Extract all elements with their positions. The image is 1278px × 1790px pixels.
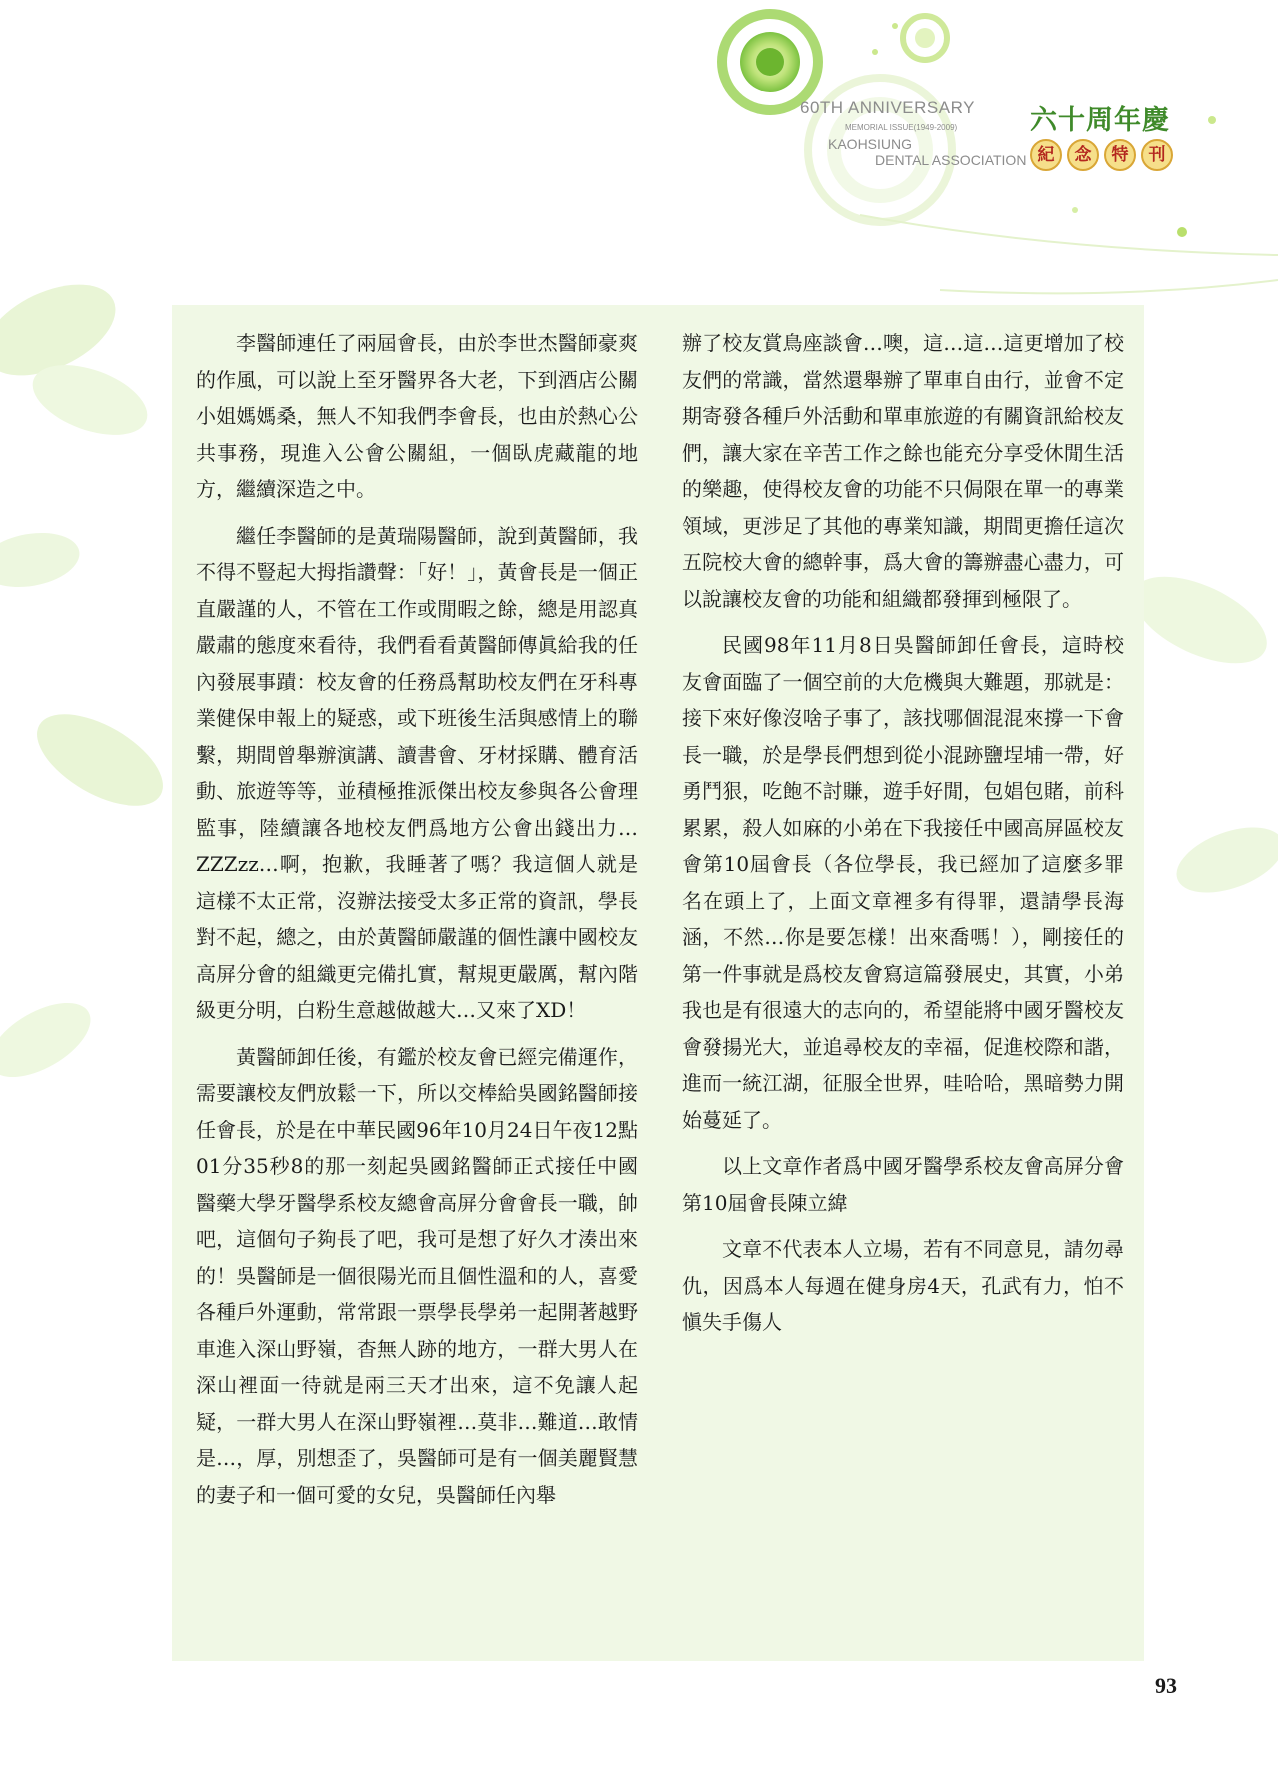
decor-leaf [22, 696, 177, 825]
decor-leaf [0, 526, 84, 595]
anniversary-line3: KAOHSIUNG [828, 136, 913, 152]
header-zh-title: 六十周年慶 [1030, 105, 1170, 136]
header-badge: 念 [1067, 139, 1099, 171]
decor-circle [756, 48, 784, 76]
article-left-column [196, 325, 638, 1523]
decor-swoosh [860, 215, 1278, 255]
decor-leaf [1120, 559, 1278, 681]
anniversary-line4: DENTAL ASSOCIATION [875, 152, 1027, 168]
header-badges [1030, 139, 1173, 171]
anniversary-header [800, 98, 1040, 178]
article-paragraph: 民國98年11月8日吳醫師卸任會長，這時校友會面臨了一個空前的大危機與大難題，那就是：接下來好像沒啥子事了，該找哪個混混來撐一下會長一職，於是學長們想到從小混跡鹽埕埔一帶，好勇鬥狠，吃飽不討賺，遊手好閒，包娼包賭，前科累累，殺人如麻的小弟在下我接任中國高屏區校友會第10屆會長（各位學長，我已經加了這麼多罪名在頭上了，上面文章裡多有得罪，還請學長海涵，不然…你是要怎樣！出來喬嗎！），剛接任的第一件事就是爲校友會寫這篇發展史，其實，小弟我也是有很遠大的志向的，希望能將中國牙醫校友會發揚光大，並追尋校友的幸福，促進校際和諧，進而一統江湖，征服全世界，哇哈哈，黑暗勢力開始蔓延了。 [682, 633, 1124, 1132]
decor-dot [892, 23, 898, 29]
header-badge: 紀 [1030, 139, 1062, 171]
anniversary-line1: 60TH ANNIVERSARY [800, 98, 975, 117]
decor-circle [915, 28, 935, 48]
decor-dot [872, 49, 878, 55]
decor-leaf [1168, 815, 1278, 906]
article-paragraph: 黃醫師卸任後，有鑑於校友會已經完備運作，需要讓校友們放鬆一下，所以交棒給吳國銘醫師接任會長，於是在中華民國96年10月24日午夜12點01分35秒8的那一刻起吳國銘醫師正式接任中國醫藥大學牙醫學系校友總會高屏分會會長一職，帥吧，這個句子夠長了吧，我可是想了好久才湊出來的！吳醫師是一個很陽光而且個性溫和的人，喜愛各種戶外運動，常常跟一票學長學弟一起開著越野車進入深山野嶺，杳無人跡的地方，一群大男人在深山裡面一待就是兩三天才出來，這不免讓人起疑，一群大男人在深山野嶺裡…莫非…難道…敢情是…，厚，別想歪了，吳醫師可是有一個美麗賢慧的妻子和一個可愛的女兒，吳醫師任內舉 [196, 1044, 638, 1507]
decor-dot [1177, 227, 1187, 237]
article-byline: 以上文章作者爲中國牙醫學系校友會高屏分會第10屆會長陳立緯 [682, 1154, 1124, 1215]
decor-dot [1208, 116, 1216, 124]
decor-swoosh [940, 280, 1278, 293]
article-disclaimer: 文章不代表本人立場，若有不同意見，請勿尋仇，因爲本人每週在健身房4天，孔武有力，怕不愼失手傷人 [682, 1237, 1124, 1334]
article-paragraph: 辦了校友賞鳥座談會…噢，這…這…這更增加了校友們的常識，當然還舉辦了單車自由行，並會不定期寄發各種戶外活動和單車旅遊的有關資訊給校友們，讓大家在辛苦工作之餘也能充分享受休閒生活的樂趣，使得校友會的功能不只侷限在單一的專業領域，更涉足了其他的專業知識，期間更擔任這次五院校大會的總幹事，爲大會的籌辦盡心盡力，可以說讓校友會的功能和組織都發揮到極限了。 [682, 331, 1124, 611]
header-badge: 刊 [1141, 139, 1173, 171]
decor-leaf [0, 988, 102, 1092]
decor-dot [1072, 207, 1078, 213]
page-number: 93 [1155, 1673, 1177, 1698]
header-badge: 特 [1104, 139, 1136, 171]
article-paragraph: 李醫師連任了兩屆會長，由於李世杰醫師豪爽的作風，可以說上至牙醫界各大老，下到酒店公關小姐媽媽桑，無人不知我們李會長，也由於熱心公共事務，現進入公會公關組，一個臥虎藏龍的地方，繼續深造之中。 [196, 331, 638, 501]
anniversary-line2: MEMORIAL ISSUE(1949-2009) [845, 123, 958, 132]
article-right-column [682, 325, 1124, 1351]
article-paragraph: 繼任李醫師的是黃瑞陽醫師，說到黃醫師，我不得不豎起大拇指讚聲：「好！」，黃會長是一個正直嚴謹的人，不管在工作或閒暇之餘，總是用認真嚴肅的態度來看待，我們看看黃醫師傳眞給我的任內發展事蹟：校友會的任務爲幫助校友們在牙科專業健保申報上的疑惑，或下班後生活與感情上的聯繫，期間曾舉辦演講、讀書會、牙材採購、體育活動、旅遊等等，並積極推派傑出校友參與各公會理監事，陸續讓各地校友們爲地方公會出錢出力…ZZZzz…啊，抱歉，我睡著了嗎？我這個人就是這樣不太正常，沒辦法接受太多正常的資訊，學長對不起，總之，由於黃醫師嚴謹的個性讓中國校友高屏分會的組織更完備扎實，幫規更嚴厲，幫內階級更分明，白粉生意越做越大…又來了XD！ [196, 523, 638, 1022]
